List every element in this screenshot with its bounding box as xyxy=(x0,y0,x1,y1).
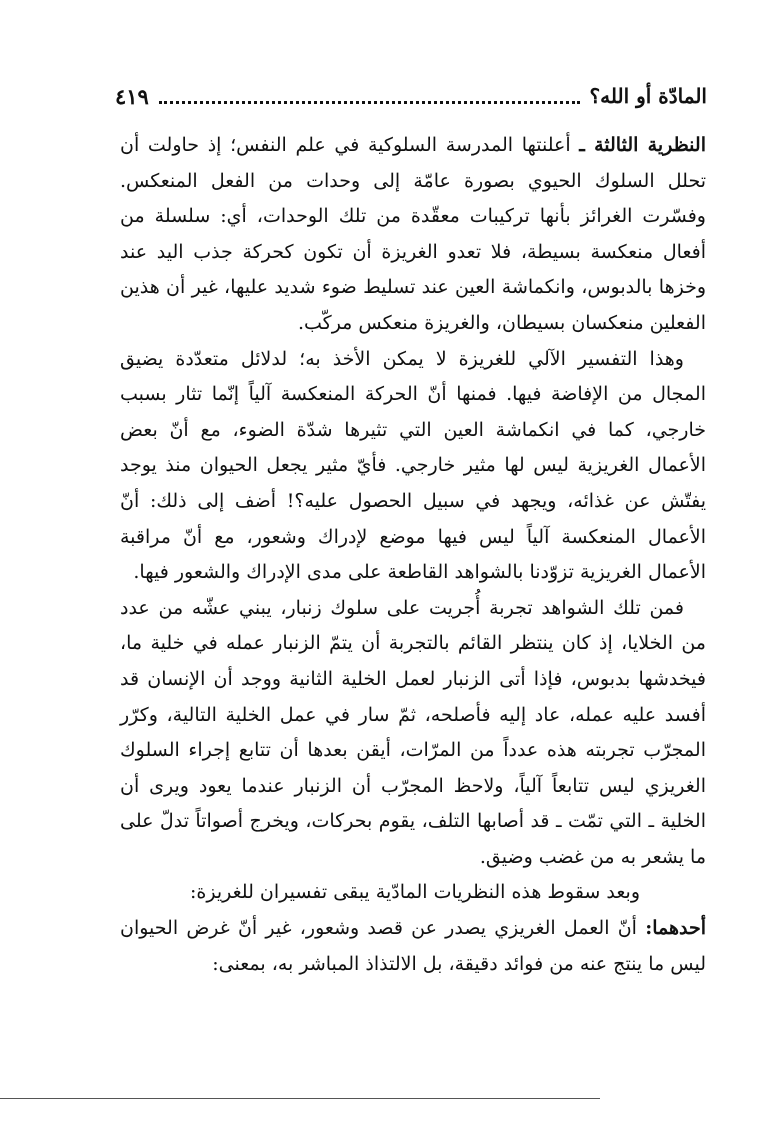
dotted-leader xyxy=(159,101,580,104)
paragraph-text: وهذا التفسير الآلي للغريزة لا يمكن الأخذ به؛ لدلائل متعدّدة يضيق المجال من الإفاضة فيها. فمنها أنّ الحركة المنعكسة آلياً إنّما تثار بسبب خارجي، كما في انكماشة العين التي تثيرها شدّة الضوء، مع أنّ بعض الأعمال الغريزية ليس لها مثير خارجي. فأيّ مثير يجعل الحيوان منذ يوجد يفتّش عن غذائه، ويجهد في سبيل الحصول عليه؟! أضف إلى ذلك: أنّ الأعمال المنعكسة آلياً ليس فيها موضع لإدراك وشعور، مع أنّ مراقبة الأعمال الغريزية تزوّدنا بالشواهد القاطعة على مدى الإدراك والشعور فيها. xyxy=(120,347,706,584)
bottom-divider xyxy=(0,1098,600,1099)
paragraph-text: فمن تلك الشواهد تجربة أُجريت على سلوك زنبار، يبني عشّه من عدد من الخلايا، إذ كان ينتظر القائم بالتجربة أن يتمّ الزنبار عمله في خلية ما، فيخدشها بدبوس، فإذا أتى الزنبار لعمل الخلية الثانية ووجد أن الإنسان قد أفسد عليه عمله، عاد إليه فأصلحه، ثمّ سار في عمل الخلية التالية، وكرّر المجرّب تجربته هذه عدداً من المرّات، أيقن بعدها أن تتابع إجراء السلوك الغريزي ليس تتابعاً آلياً، ولاحظ المجرّب أن الزنبار عندما يعود ويرى أن الخلية ـ التي تمّت ـ قد أصابها التلف، يقوم بحركات، ويخرج أصواتاً تدلّ على ما يشعر به من غضب وضيق. xyxy=(120,596,706,868)
paragraph-critique xyxy=(120,342,706,591)
paragraph-two-interpretations xyxy=(120,875,706,911)
paragraph-lead: أحدهما: xyxy=(645,917,706,940)
paragraph-wasp-experiment xyxy=(120,591,706,876)
body-text xyxy=(120,128,706,982)
paragraph-first-interpretation xyxy=(120,911,706,982)
paragraph-text: وبعد سقوط هذه النظريات المادّية يبقى تفسيران للغريزة: xyxy=(190,881,640,904)
paragraph-text: أنّ العمل الغريزي يصدر عن قصد وشعور، غير أنّ غرض الحيوان ليس ما ينتج عنه من فوائد دقيقة، بل الالتذاذ المباشر به، بمعنى: xyxy=(120,917,706,975)
running-header xyxy=(115,76,707,116)
header-title: المادّة أو الله؟ xyxy=(589,84,707,108)
page-number: ٤١٩ xyxy=(115,83,149,109)
paragraph-third-theory xyxy=(120,128,706,342)
paragraph-lead: النظرية الثالثة ـ xyxy=(579,134,706,156)
paragraph-text: أعلنتها المدرسة السلوكية في علم النفس؛ إذ حاولت أن تحلل السلوك الحيوي بصورة عامّة إلى وحدات من الفعل المنعكس. وفسّرت الغرائز بأنها تركيبات معقّدة من تلك الوحدات، أي: سلسلة من أفعال منعكسة بسيطة، فلا تعدو الغريزة أن تكون كحركة جذب اليد عند وخزها بالدبوس، وانكماشة العين عند تسليط ضوء شديد عليها، غير أن هذين الفعلين منعكسان بسيطان، والغريزة منعكس مركّب. xyxy=(120,134,706,334)
